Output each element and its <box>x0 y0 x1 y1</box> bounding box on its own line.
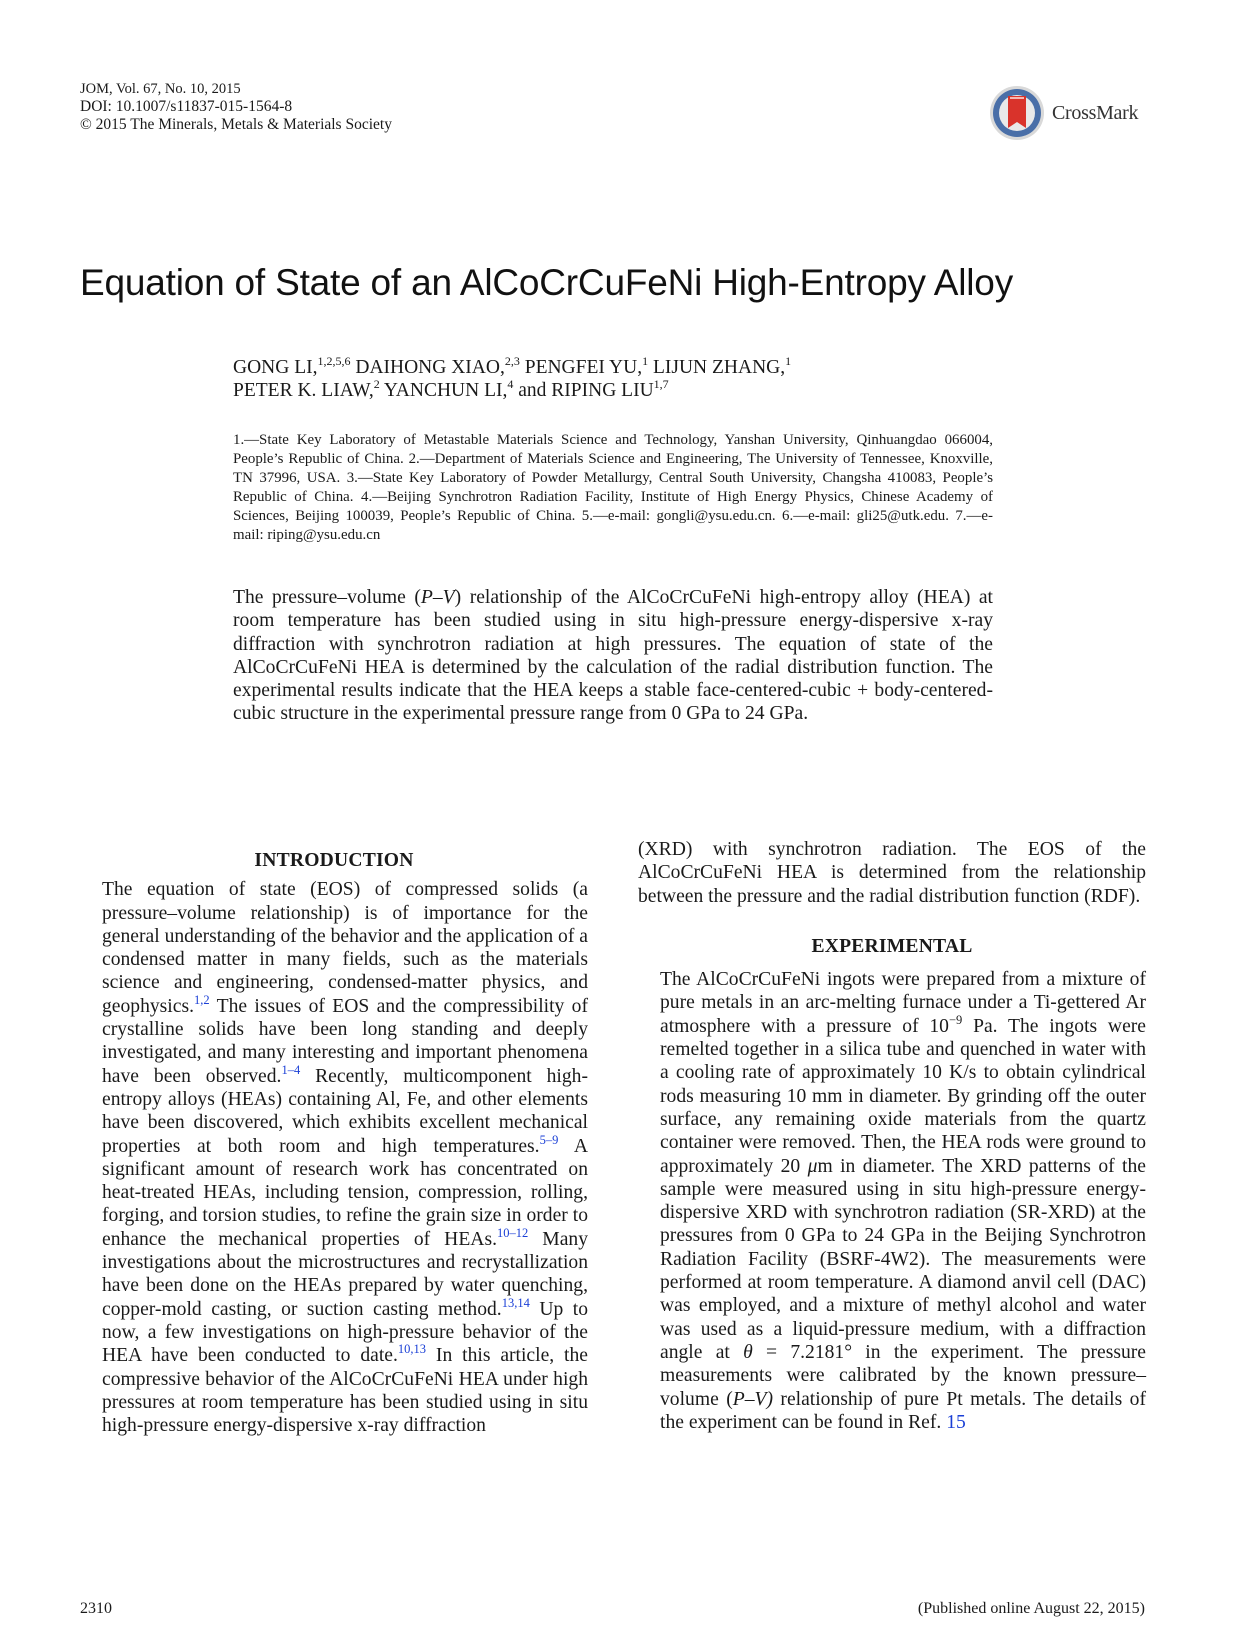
citation-link[interactable]: 10,13 <box>397 1342 427 1357</box>
intro-text: Recently, multicomponent high-entropy alloys (HEAs) containing Al, Fe, and other elements have been discovered, which exhibits excellent mechanical properties at both room and high temperatures. <box>102 1065 588 1157</box>
author-affiliation-sup: 2,3 <box>504 354 520 368</box>
experimental-text: relationship of pure Pt metals. The details of the experiment can be found in Ref. <box>660 1388 1147 1433</box>
abstract <box>233 586 993 726</box>
article-title: Equation of State of an AlCoCrCuFeNi High-Entropy Alloy <box>80 262 1013 303</box>
experimental-heading: EXPERIMENTAL <box>811 935 973 957</box>
citation-link[interactable]: 1–4 <box>281 1062 301 1077</box>
author: DAIHONG XIAO, <box>350 357 505 378</box>
experimental-text: m in diameter. The XRD patterns of the sample were measured using in situ high-pressure energy-dispersive XRD with synchrotron radiation (SR-XRD) at the pressures from 0 GPa to 24 GPa in the Beijing Synchrotron Radiation Facility (BSRF-4W2). The measurements were performed at room temperature. A diamond anvil cell (DAC) was employed, and a mixture of methyl alcohol and water was used as a liquid-pressure medium, with a diffraction angle at <box>660 1155 1146 1363</box>
author-line-1 <box>233 356 993 379</box>
author-affiliation-sup: 4 <box>507 377 514 391</box>
doi: DOI: 10.1007/s11837-015-1564-8 <box>80 98 293 115</box>
intro-text: Up to now, a few investigations on high-pressure behavior of the HEA have been conducted to date. <box>102 1298 589 1367</box>
crossmark-label: CrossMark <box>1052 102 1139 124</box>
column-right <box>638 838 1146 1434</box>
citation-link[interactable]: 5–9 <box>539 1132 559 1147</box>
author-affiliation-sup: 1 <box>785 354 792 368</box>
crossmark-icon <box>988 84 1046 142</box>
author-affiliation-sup: 2 <box>373 377 380 391</box>
author: GONG LI, <box>233 357 318 378</box>
citation-link[interactable]: 13,14 <box>501 1295 530 1310</box>
abstract-text-2: ) relationship of the AlCoCrCuFeNi high-entropy alloy (HEA) at room temperature has been studied using in situ high-pressure energy-dispersive x-ray diffraction with synchrotron radiation at high pressures. The equation of state of the AlCoCrCuFeNi HEA is determined by the calculation of the radial distribution function. The experimental results indicate that the HEA keeps a stable face-centered-cubic + body-centered-cubic structure in the experimental pressure range from 0 GPa to 24 GPa. <box>233 587 994 725</box>
author: LIJUN ZHANG, <box>648 357 786 378</box>
experimental-text: Pa. The ingots were remelted together in a silica tube and quenched in water with a cooling rate of approximately 10 K/s to obtain cylindrical rods measuring 10 mm in diameter. By grinding off the outer surface, any remaining oxide materials from the quartz container were removed. Then, the HEA rods were ground to approximately 20 <box>660 1015 1146 1177</box>
publication-date: (Published online August 22, 2015) <box>917 1600 1145 1617</box>
pv-italic: P–V) <box>732 1388 773 1410</box>
introduction-continuation: (XRD) with synchrotron radiation. The EOS of the AlCoCrCuFeNi HEA is determined from the relationship between the pressure and the radial distribution function (RDF). <box>638 839 1146 907</box>
page-number: 2310 <box>80 1600 112 1617</box>
citation-link[interactable]: 1,2 <box>193 992 210 1007</box>
intro-text: The issues of EOS and the compressibility of crystalline solids have been long standing and deeply investigated, and many interesting and important phenomena have been observed. <box>102 995 588 1087</box>
author: PETER K. LIAW, <box>233 380 374 401</box>
citation-link[interactable]: 10–12 <box>496 1225 529 1240</box>
affiliations <box>233 431 993 545</box>
affiliations-text: 1.—State Key Laboratory of Metastable Materials Science and Technology, Yanshan University, Qinhuangdao 066004, People’s Republic of China. 2.—Department of Materials Science and Engineering, The University of Tennessee, Knoxville, TN 37996, USA. 3.—State Key Laboratory of Powder Metallurgy, Central South University, Changsha 410083, People’s Republic of China. 4.—Beijing Synchrotron Radiation Facility, Institute of High Energy Physics, Chinese Academy of Sciences, Beijing 100039, People’s Republic of China. 5.—e-mail: gongli@ysu.edu.cn. 6.—e-mail: gli25@utk.edu. 7.—e-mail: riping@ysu.edu.cn <box>233 432 993 543</box>
author: and RIPING LIU <box>513 380 654 401</box>
author-affiliation-sup: 1,2,5,6 <box>317 354 351 368</box>
author-affiliation-sup: 1,7 <box>653 377 669 391</box>
author-affiliation-sup: 1 <box>642 354 649 368</box>
author: YANCHUN LI, <box>379 380 508 401</box>
author-line-2 <box>233 379 993 402</box>
experimental-text: = 7.2181° in the experiment. The pressure measurements were calibrated by the known pressure–volume ( <box>660 1341 1146 1410</box>
intro-text-continued: In this article, the compressive behavior of the AlCoCrCuFeNi HEA under high pressures at room temperature has been studied using in situ high-pressure energy-dispersive x-ray diffraction <box>102 1345 588 1437</box>
crossmark-badge[interactable] <box>988 84 1148 144</box>
introduction-heading: INTRODUCTION <box>254 850 414 871</box>
abstract-text-1: The pressure–volume ( <box>233 587 421 608</box>
journal-citation: JOM, Vol. 67, No. 10, 2015 <box>80 81 241 97</box>
author: PENGFEI YU, <box>519 357 643 378</box>
experimental-body <box>638 968 1146 1434</box>
author-list <box>233 356 993 402</box>
mu-symbol: μ <box>807 1155 818 1177</box>
exponent: −9 <box>948 1012 963 1027</box>
intro-text: A significant amount of research work has concentrated on heat-treated HEAs, including tension, compression, rolling, forging, and torsion studies, to refine the grain size in order to enhance the mechanical properties of HEAs. <box>102 1135 589 1250</box>
journal-metadata <box>80 80 392 134</box>
abstract-pv-italic: P–V <box>420 587 455 608</box>
copyright: © 2015 The Minerals, Metals & Materials Society <box>80 116 392 133</box>
intro-text: The equation of state (EOS) of compressed solids (a pressure–volume relationship) is of importance for the general understanding of the behavior and the application of a condensed matter in many fields, such as the materials science and engineering, condensed-matter physics, and geophysics. <box>102 879 588 1017</box>
reference-link[interactable]: 15 <box>946 1411 966 1433</box>
experimental-text: The AlCoCrCuFeNi ingots were prepared from a mixture of pure metals in an arc-melting furnace under a Ti-gettered Ar atmosphere with a pressure of 10 <box>660 969 1146 1037</box>
theta-symbol: θ <box>743 1341 753 1363</box>
introduction-body <box>80 878 588 1437</box>
intro-text: Many investigations about the microstructures and recrystallization have been done on the HEAs prepared by water quenching, copper-mold casting, or suction casting method. <box>102 1228 588 1320</box>
column-left <box>80 849 588 1437</box>
